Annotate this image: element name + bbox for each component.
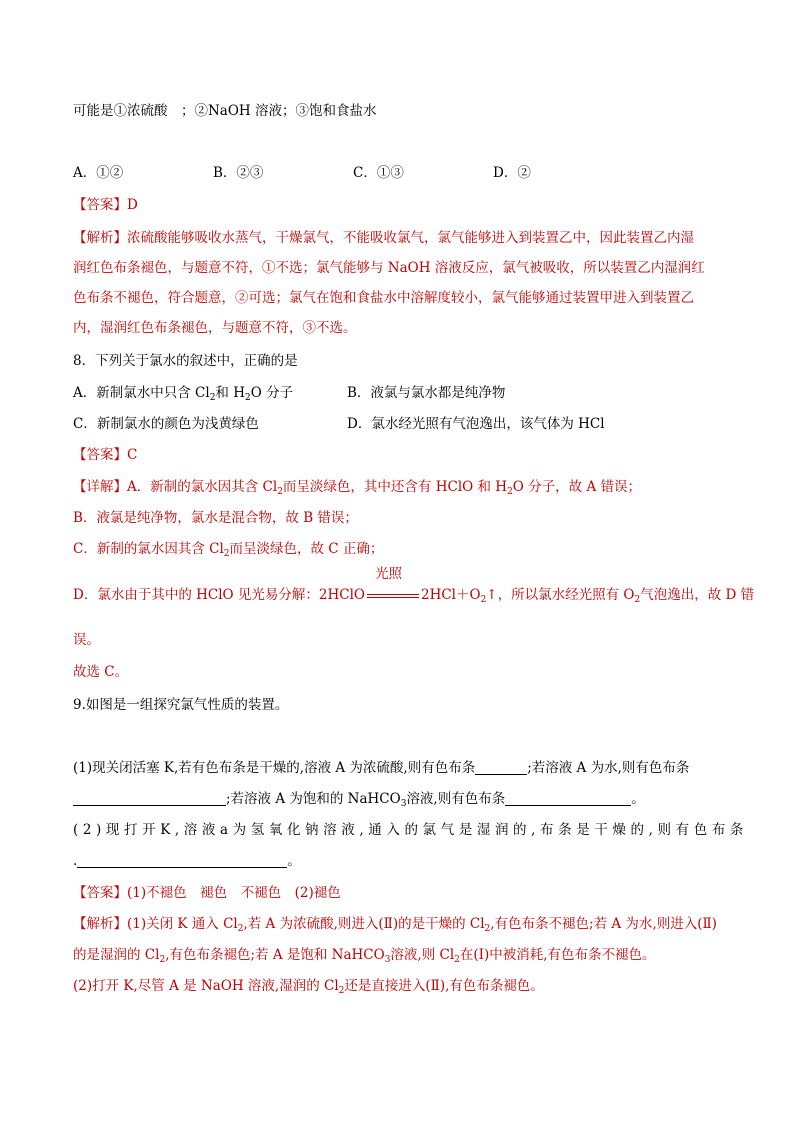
subscript: 3 (400, 799, 407, 809)
q7-answer (73, 195, 138, 215)
q9-answer (73, 883, 341, 903)
answer-blank[interactable] (73, 791, 226, 806)
q7-option-b: B．②③ (213, 165, 264, 181)
q7-analysis-line-3: 色布条不褪色，符合题意，②可选；氯气在饱和食盐水中溶解度较小，氯气能够通过装置甲进入到装置乙 (73, 290, 694, 306)
analysis-text: 浓硫酸能够吸收水蒸气，干燥氯气，不能吸收氯气，氯气能够进入到装置乙中，因此装置乙内湿 (127, 230, 694, 246)
text: 在(Ⅰ)中被消耗,有色布条不褪色。 (459, 947, 656, 963)
q9-stem: 9.如图是一组探究氯气性质的装置。 (73, 697, 289, 713)
q8-detail-d-cont: 误。 (73, 632, 100, 648)
arrow-bar (367, 594, 419, 595)
text: C．新制的氯水因其含 Cl (73, 541, 224, 557)
answer-blank[interactable] (505, 791, 631, 806)
text: 而呈淡绿色，其中还含有 HClO 和 H (282, 479, 508, 495)
subscript: 2 (480, 595, 487, 605)
text: 2HCl＋O (420, 587, 481, 603)
q9-part2-line1: (2)现打开K,溶液a为氢氧化钠溶液,通入的氯气是湿润的,布条是干燥的,则有色布条 (73, 822, 749, 838)
subscript: 2 (223, 549, 230, 559)
text: 气泡逸出，故 D 错 (640, 587, 755, 603)
q7-stem-tail: 可能是①浓硫酸 ；②NaOH 溶液；③饱和食盐水 (73, 103, 377, 119)
q8-detail-d (73, 565, 755, 606)
q7-analysis-line-2: 润红色布条褪色，与题意不符，①不选；氯气能够与 NaOH 溶液反应，氯气被吸收，所以装置乙内湿润红 (73, 260, 705, 276)
text: 。 (287, 853, 301, 869)
subscript: 2 (484, 924, 491, 934)
reaction-arrow (367, 565, 419, 606)
text: D．氯水由于其中的 HClO 见光易分解：2HClO (73, 587, 365, 603)
text: (1)现关闭活塞 K,若有色布条是干燥的,溶液 A 为浓硫酸,则有色布条 (73, 760, 476, 776)
text: 和 H (215, 385, 245, 401)
text: ,有色布条不褪色;若 A 为水,则进入(Ⅱ) (490, 916, 717, 932)
text: ,有色布条褪色;若 A 是饱和 NaHCO (165, 947, 385, 963)
q7-option-c: C．①③ (353, 165, 404, 181)
answer-tag: 【答案】 (73, 885, 127, 901)
subscript: 2 (159, 955, 166, 965)
text: 还是直接进入(Ⅱ),有色布条褪色。 (344, 978, 544, 994)
text: (1)关闭 K 通入 Cl (127, 916, 238, 932)
text: 。 (631, 791, 645, 807)
text: . (73, 853, 78, 869)
text: O 分子 (250, 385, 294, 401)
q9-analysis-line-2 (73, 945, 656, 965)
text: 的是湿润的 Cl (73, 947, 160, 963)
q8-option-a (73, 383, 293, 403)
q8-option-d: D．氯水经光照有气泡逸出，该气体为 HCl (347, 416, 605, 432)
answer-blank[interactable] (77, 853, 287, 868)
answer-value: (1)不褪色 褪色 不褪色 (2)褪色 (127, 885, 341, 901)
q9-part2-line2 (73, 851, 301, 871)
q7-option-a: A．①② (73, 165, 124, 181)
reaction-condition: 光照 (374, 565, 402, 582)
text: (2)打开 K,尽管 A 是 NaOH 溶液,湿润的 Cl (73, 978, 339, 994)
q7-option-d: D．② (493, 165, 531, 181)
q7-analysis-line-4: 内，湿润红色布条褪色，与题意不符，③不选。 (73, 320, 357, 336)
subscript: 2 (245, 393, 251, 403)
answer-tag: 【答案】 (73, 447, 127, 463)
q8-option-c: C．新制氯水的颜色为浅黄绿色 (73, 416, 259, 432)
analysis-tag: 【解析】 (73, 230, 127, 246)
subscript: 3 (384, 955, 391, 965)
q8-answer (73, 445, 137, 465)
answer-tag: 【答案】 (73, 197, 127, 213)
q8-detail-b: B．液氯是纯净物，氯水是混合物，故 B 错误； (73, 510, 358, 526)
answer-value: C (127, 447, 138, 463)
q9-part1-line1 (73, 758, 689, 778)
text: ;若溶液 A 为饱和的 NaHCO (226, 791, 401, 807)
text: 溶液,则有色布条 (406, 791, 506, 807)
q7-analysis-line-1 (73, 228, 694, 248)
text: A．新制氯水中只含 Cl (73, 385, 210, 401)
q8-conclusion: 故选 C。 (73, 664, 129, 680)
analysis-tag: 【解析】 (73, 916, 127, 932)
q8-option-b: B．液氯与氯水都是纯净物 (347, 385, 506, 401)
subscript: 2 (507, 487, 513, 497)
subscript: 2 (634, 595, 641, 605)
answer-value: D (127, 197, 138, 213)
q8-detail-a (73, 477, 641, 497)
subscript: 2 (454, 955, 460, 965)
subscript: 2 (338, 986, 345, 996)
subscript: 2 (277, 487, 283, 497)
q9-part1-line2 (73, 789, 645, 809)
text: 溶液,则 Cl (390, 947, 455, 963)
subscript: 2 (237, 924, 244, 934)
text: ;若溶液 A 为水,则有色布条 (527, 760, 690, 776)
text: 而呈淡绿色，故 C 正确； (229, 541, 384, 557)
detail-tag: 【详解】 (73, 479, 127, 495)
text: ↑，所以氯水经光照有 O (486, 587, 635, 603)
q8-detail-c (73, 539, 383, 559)
text: A．新制的氯水因其含 Cl (127, 479, 278, 495)
q9-analysis-line-3 (73, 976, 544, 996)
arrow-bar (367, 597, 419, 598)
subscript: 2 (209, 393, 216, 403)
text: O 分子，故 A 错误； (512, 479, 641, 495)
answer-blank[interactable] (475, 760, 527, 775)
q9-analysis-line-1 (73, 914, 717, 934)
text: ,若 A 为浓硫酸,则进入(Ⅱ)的是干燥的 Cl (243, 916, 485, 932)
q8-stem: 8．下列关于氯水的叙述中，正确的是 (73, 353, 298, 369)
